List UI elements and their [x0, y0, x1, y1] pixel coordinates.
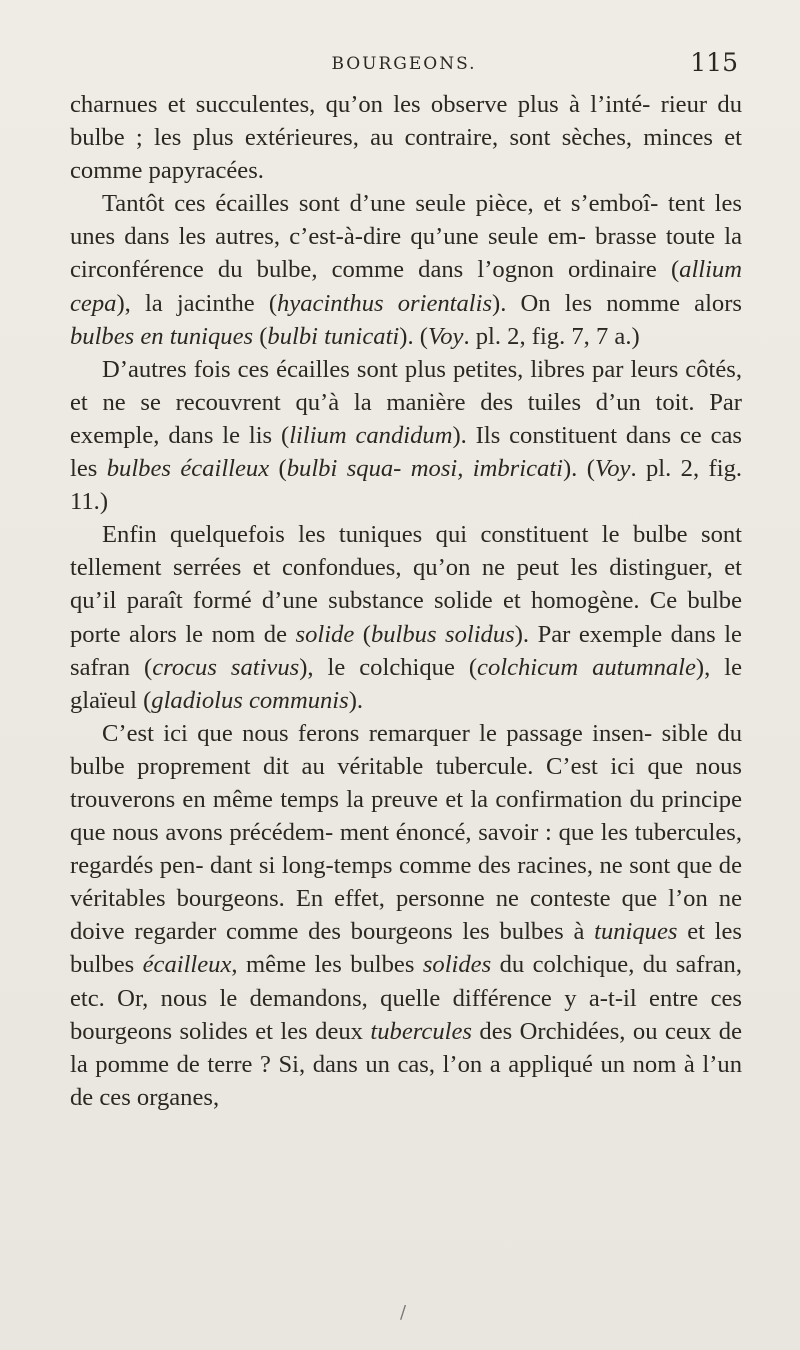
text-run: D’autres fois ces écailles sont plus petites, libres par leurs côtés, et ne se recouvrent qu’à la manière des tuiles d’un toit. Par exemple, dans le lis (: [70, 355, 742, 449]
text-run: (: [269, 455, 287, 483]
text-run: des Orchidées, ou ceux de la pomme de terre ? Si, dans un cas, l’on a appliqué un nom à l’un de ces organes,: [70, 1017, 743, 1111]
italic-term: bulbus solidus: [370, 620, 515, 648]
text-run: ). Ils constituent dans ce cas les: [70, 421, 742, 483]
paragraph: [70, 187, 742, 352]
italic-term: solide: [295, 620, 355, 648]
text-run: ).: [348, 686, 364, 714]
text-run: Enfin quelquefois les tuniques qui constituent le bulbe sont tellement serrées et confondues, qu’on ne peut les distinguer, et qu’il paraît formé d’une substance solide et homogène. Ce bulbe porte alors le nom de: [70, 521, 742, 648]
page-number: 115: [690, 48, 738, 77]
footer-mark: /: [400, 1302, 407, 1323]
text-run: ). (: [562, 455, 595, 483]
italic-term: gladiolus communis: [151, 686, 349, 714]
paragraph: [70, 88, 742, 187]
text-run: ), le glaïeul (: [70, 653, 742, 714]
italic-term: bulbi squa- mosi, imbricati: [286, 455, 563, 483]
text-run: ). On les nomme alors: [492, 289, 742, 317]
paragraph: [70, 518, 742, 717]
italic-term: lilium candidum: [289, 421, 453, 449]
italic-term: hyacinthus orientalis: [277, 289, 493, 317]
text-run: ). Par exemple dans le safran (: [70, 620, 742, 681]
italic-term: bulbes en tuniques: [70, 322, 254, 350]
text-run: (: [354, 620, 371, 648]
text-run: . pl. 2, fig. 11.): [70, 455, 743, 516]
paragraph: [70, 353, 742, 518]
text-run: C’est ici que nous ferons remarquer le passage insen- sible du bulbe proprement dit au véritable tubercule. C’est ici que nous trouverons en même temps la preuve et la confirmation du principe que nous avons précédem- ment énoncé, savoir : que les tubercules, regardés pen- dant si long-temps comme des racines, ne sont que de véritables bourgeons. En effet, personne ne conteste que l’on ne doive regarder comme des bourgeons les bulbes à: [70, 719, 742, 946]
italic-term: Voy: [594, 455, 631, 483]
paragraph: [70, 717, 742, 1114]
text-run: et les bulbes: [70, 918, 742, 979]
italic-term: tubercules: [370, 1017, 472, 1045]
body-text: [70, 88, 742, 1114]
text-run: ). (: [399, 322, 428, 350]
text-run: (: [253, 322, 268, 350]
text-run: charnues et succulentes, qu’on les observe plus à l’inté- rieur du bulbe ; les plus extérieures, au contraire, sont sèches, minces et comme papyracées.: [70, 91, 742, 185]
text-run: ), la jacinthe (: [116, 289, 278, 317]
italic-term: tuniques: [594, 918, 678, 946]
italic-term: bulbi tunicati: [267, 322, 400, 350]
running-head: [70, 48, 738, 78]
text-run: du colchique, du safran, etc. Or, nous le demandons, quelle différence y a-t-il entre ces bourgeons solides et les deux: [70, 951, 742, 1045]
text-run: Tantôt ces écailles sont d’une seule pièce, et s’emboî- tent les unes dans les autres, c’est-à-dire qu’une seule em- brasse toute la circonférence du bulbe, comme dans l’ognon ordinaire (: [70, 190, 742, 284]
text-run: . pl. 2, fig. 7, 7 a.): [463, 322, 640, 350]
running-head-title: BOURGEONS.: [331, 54, 477, 74]
italic-term: bulbes écailleux: [106, 455, 270, 483]
italic-term: solides: [422, 951, 492, 979]
italic-term: allium cepa: [70, 256, 742, 317]
text-run: , même les bulbes: [231, 951, 423, 979]
italic-term: colchicum autumnale: [477, 653, 696, 681]
italic-term: crocus sativus: [152, 653, 300, 681]
italic-term: Voy: [427, 322, 464, 350]
text-run: ), le colchique (: [299, 653, 478, 681]
italic-term: écailleux: [142, 951, 232, 979]
